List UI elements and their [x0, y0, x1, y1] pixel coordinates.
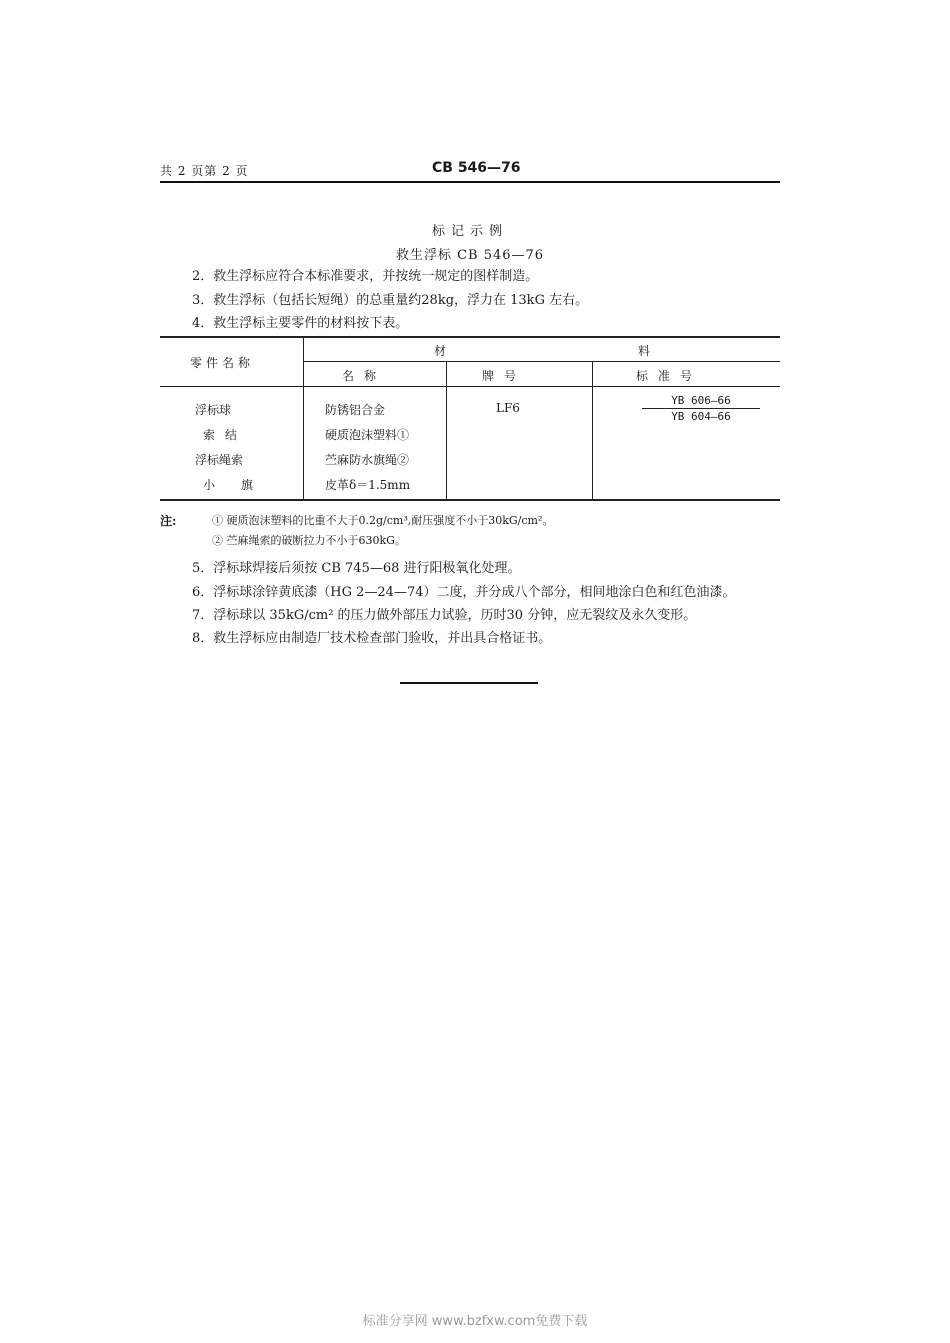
- table-col-rule-2: [446, 361, 447, 500]
- header-material-right: 料: [638, 344, 651, 358]
- paragraph-3: 3．救生浮标（包括长短绳）的总重量约28kg，浮力在 13kG 左右。: [192, 293, 589, 308]
- table-top-rule: [160, 336, 780, 338]
- table-header-rule: [160, 386, 780, 387]
- paragraph-4: 4．救生浮标主要零件的材料按下表。: [192, 316, 409, 331]
- row-3-part: 浮标绳索: [195, 453, 244, 467]
- table-bottom-rule: [160, 499, 780, 501]
- marking-title: 标记示例: [431, 224, 508, 239]
- paragraph-5: 5．浮标球焊接后须按 CB 745—68 进行阳极氧化处理。: [192, 561, 521, 576]
- row-1-material: 防锈铝合金: [325, 403, 386, 417]
- table-col-rule-1: [303, 336, 304, 500]
- note-1: ① 硬质泡沫塑料的比重不大于0.2g/cm³,耐压强度不小于30kG/cm²。: [212, 514, 554, 527]
- paragraph-6: 6．浮标球涂锌黄底漆（HG 2—24—74）二度，并分成八个部分，相间地涂白色和红色油漆。: [192, 585, 736, 600]
- row-4-part: 小旗: [203, 478, 280, 492]
- header-rule: [160, 181, 780, 183]
- table-col-rule-3: [592, 361, 593, 500]
- paragraph-2: 2．救生浮标应符合本标准要求，并按统一规定的图样制造。: [192, 269, 539, 284]
- materials-table: [160, 336, 780, 500]
- row-1-grade: LF6: [496, 401, 520, 415]
- marking-example: 救生浮标 CB 546—76: [395, 248, 545, 263]
- row-1-part: 浮标球: [195, 403, 232, 417]
- row-4-material: 皮革δ＝1.5mm: [325, 478, 411, 492]
- subheader-grade: 牌号: [482, 369, 527, 383]
- standard-number: CB 546—76: [432, 160, 521, 176]
- paragraph-8: 8．救生浮标应由制造厂技术检查部门验收，并出具合格证书。: [192, 631, 552, 646]
- end-rule: [400, 682, 538, 684]
- row-2-part: 索结: [203, 428, 248, 442]
- header-material-left: 材: [434, 344, 447, 358]
- standard-bottom: YB 604—66: [671, 410, 731, 423]
- row-2-material: 硬质泡沫塑料①: [325, 428, 410, 442]
- header-part-name: 零件名称: [190, 356, 255, 370]
- row-3-material: 苎麻防水旗绳②: [325, 453, 410, 467]
- table-mid-rule: [304, 361, 780, 362]
- note-2: ② 苎麻绳索的破断拉力不小于630kG。: [212, 534, 406, 547]
- notes-label: 注:: [160, 514, 177, 528]
- subheader-name: 名称: [342, 369, 387, 383]
- page-info: 共 2 页第 2 页: [160, 164, 249, 178]
- standard-top: YB 606—66: [642, 394, 760, 409]
- footer-watermark: 标准分享网 www.bzfxw.com免费下载: [362, 1314, 588, 1329]
- row-1-standard: [636, 394, 766, 423]
- subheader-standard: 标准号: [636, 369, 703, 383]
- paragraph-7: 7．浮标球以 35kG/cm² 的压力做外部压力试验，历时30 分钟，应无裂纹及永久变形。: [192, 608, 697, 623]
